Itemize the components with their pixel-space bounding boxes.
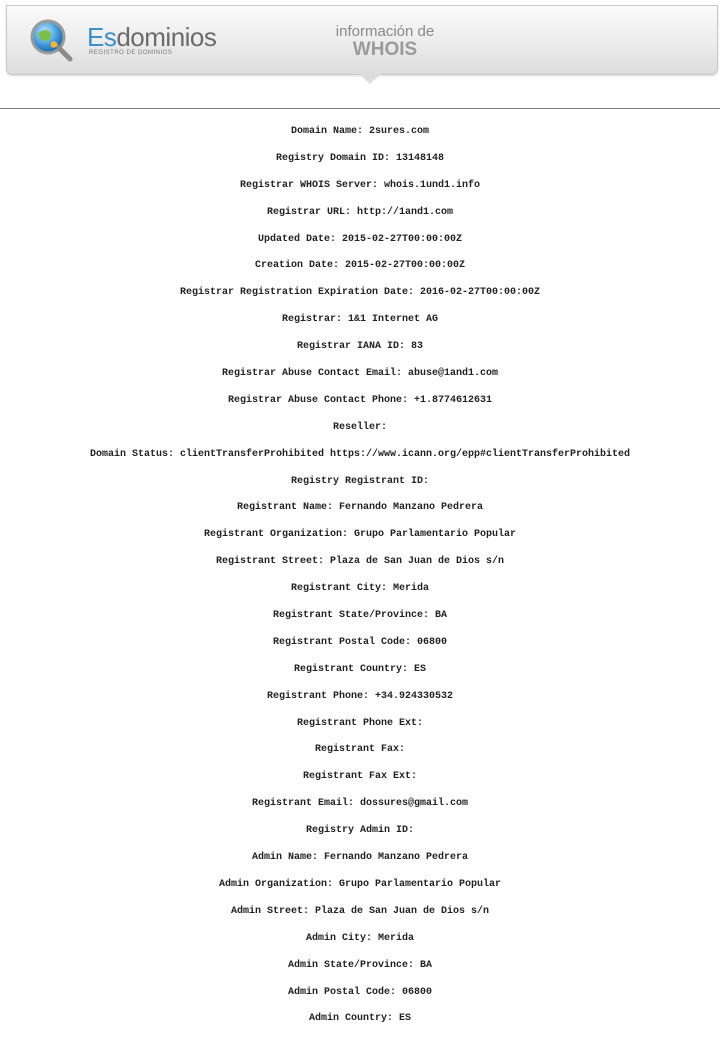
whois-line: Registry Domain ID: 13148148: [275, 152, 445, 164]
whois-line: Registrant Street: Plaza de San Juan de Dios s/n: [215, 556, 505, 568]
whois-line: Registrar: 1&1 Internet AG: [281, 314, 439, 326]
whois-line: Reseller:: [332, 421, 387, 433]
whois-line: Registrar Abuse Contact Phone: +1.8774612631: [227, 394, 493, 406]
whois-line: Domain Name: 2sures.com: [290, 126, 430, 137]
whois-line: Registrar WHOIS Server: whois.1und1.info: [239, 179, 481, 191]
whois-line: Admin Street: Plaza de San Juan de Dios s/n: [230, 905, 490, 917]
whois-line: Registry Registrant ID:: [290, 475, 430, 487]
whois-line: Admin Country: ES: [308, 1013, 412, 1025]
page-title-line2: WHOIS: [352, 39, 418, 60]
site-header: [6, 5, 718, 75]
whois-line: Admin Postal Code: 06800: [287, 986, 433, 998]
whois-line: Registrant Organization: Grupo Parlamentario Popular: [203, 529, 517, 541]
whois-line: Updated Date: 2015-02-27T00:00:00Z: [257, 233, 463, 245]
logo-wordmark[interactable]: [87, 24, 216, 50]
logo-prefix: Es: [87, 22, 117, 52]
whois-line: Registrar URL: http://1and1.com: [266, 206, 454, 218]
whois-line: Registrant Country: ES: [293, 663, 427, 675]
whois-line: Registrant Fax:: [314, 744, 405, 756]
whois-record: [0, 124, 720, 1038]
logo-tagline: REGISTRO DE DOMINIOS: [89, 50, 173, 56]
whois-line: Registrant City: Merida: [290, 583, 430, 595]
whois-line: Admin State/Province: BA: [287, 959, 433, 971]
page-title: [307, 24, 463, 60]
logo-rest: dominios: [116, 22, 217, 52]
page-title-line1: información de: [335, 23, 435, 40]
whois-line: Domain Status: clientTransferProhibited https://www.icann.org/epp#clientTransferProhibited: [89, 448, 631, 460]
whois-line: Registrant Phone Ext:: [296, 717, 424, 729]
whois-line: Registrar IANA ID: 83: [296, 341, 424, 353]
whois-line: Admin Organization: Grupo Parlamentario Popular: [218, 878, 502, 890]
whois-line: Registrant Name: Fernando Manzano Pedrera: [236, 502, 484, 514]
whois-line: Registrant Email: dossures@gmail.com: [251, 798, 469, 810]
whois-line: Registrant Fax Ext:: [302, 771, 418, 783]
whois-line: Registrar Registration Expiration Date: 2016-02-27T00:00:00Z: [179, 287, 541, 299]
whois-line: Registrant Phone: +34.924330532: [266, 690, 454, 702]
whois-line: Registrant State/Province: BA: [272, 610, 448, 622]
whois-line: Registrant Postal Code: 06800: [272, 636, 448, 648]
divider: [0, 108, 720, 109]
whois-line: Registry Admin ID:: [305, 825, 415, 837]
globe-magnifier-logo-icon: [29, 18, 73, 62]
whois-line: Registrar Abuse Contact Email: abuse@1and1.com: [221, 368, 499, 380]
whois-line: Creation Date: 2015-02-27T00:00:00Z: [254, 260, 466, 272]
whois-line: Admin City: Merida: [305, 932, 415, 944]
header-pointer: [358, 73, 382, 84]
whois-line: Admin Name: Fernando Manzano Pedrera: [251, 852, 469, 864]
